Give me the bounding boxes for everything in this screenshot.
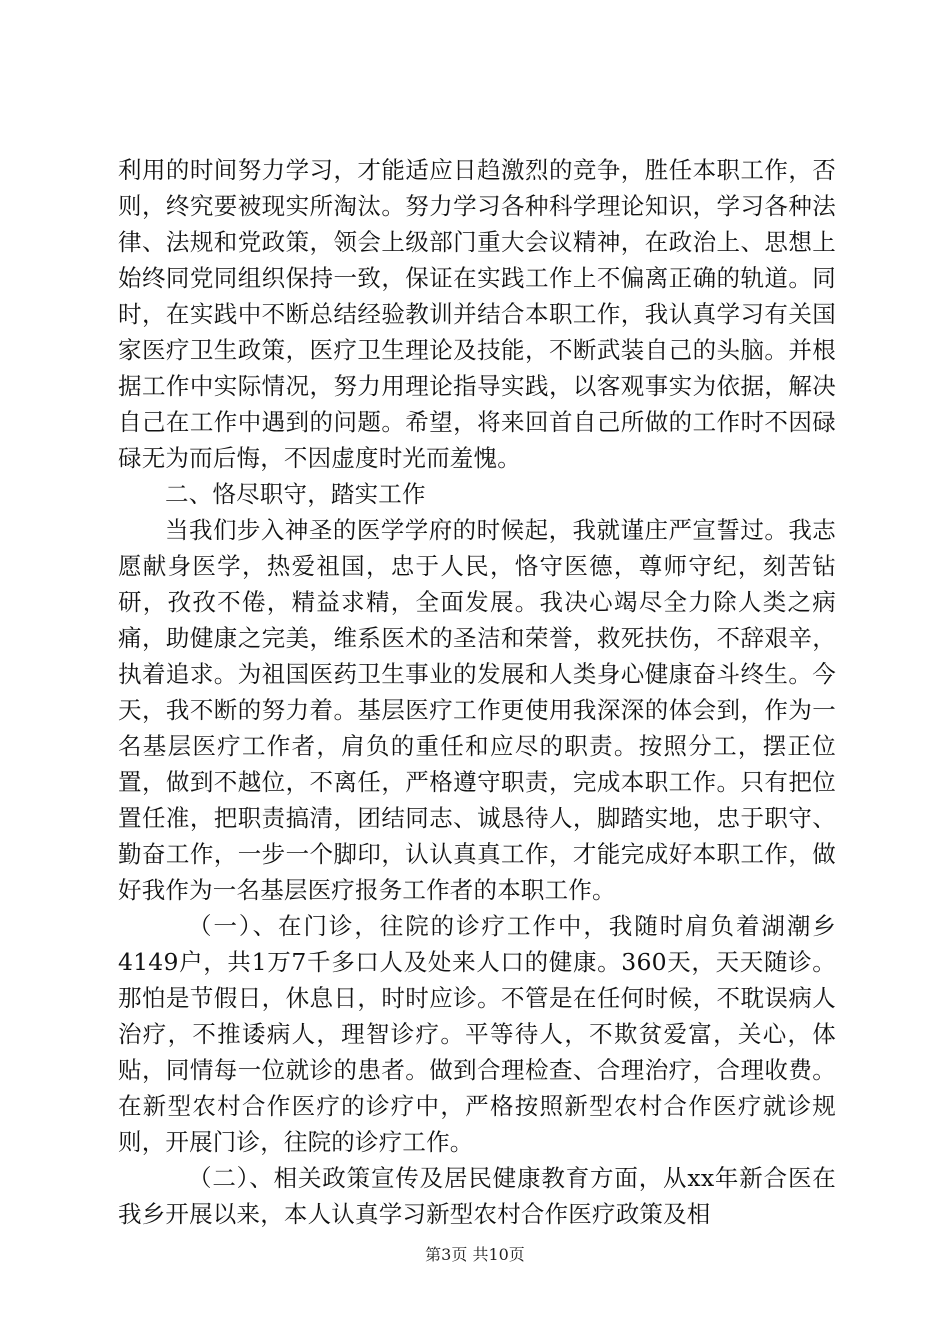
paragraph-study: 利用的时间努力学习，才能适应日趋激烈的竞争，胜任本职工作，否则，终究要被现实所淘汰。努力学习各种科学理论知识，学习各种法律、法规和党政策，领会上级部门重大会议精神，在政治上、思想上始终同党同组织保持一致，保证在实践工作上不偏离正确的轨道。同时，在实践中不断总结经验教训并结合本职工作，我认真学习有关国家医疗卫生政策，医疗卫生理论及技能，不断武装自己的头脑。并根据工作中实际情况，努力用理论指导实践，以客观事实为依据，解决自己在工作中遇到的问题。希望，将来回首自己所做的工作时不因碌碌无为而后悔，不因虚度时光而羞愧。 [118,156,836,472]
paragraph-policy: （二）、相关政策宣传及居民健康教育方面，从xx年新合医在我乡开展以来，本人认真学习新型农村合作医疗政策及相 [118,1164,836,1228]
paragraph-oath: 当我们步入神圣的医学学府的时候起，我就谨庄严宣誓过。我志愿献身医学，热爱祖国，忠于人民，恪守医德，尊师守纪，刻苦钻研，孜孜不倦，精益求精，全面发展。我决心竭尽全力除人类之病痛，助健康之完美，维系医术的圣洁和荣誉，救死扶伤，不辞艰辛，执着追求。为祖国医药卫生事业的发展和人类身心健康奋斗终生。今天，我不断的努力着。基层医疗工作更使用我深深的体会到，作为一名基层医疗工作者，肩负的重任和应尽的职责。按照分工，摆正位置，做到不越位，不离任，严格遵守职责，完成本职工作。只有把位置任准，把职责搞清，团结同志、诚恳待人，脚踏实地，忠于职守、勤奋工作，一步一个脚印，认认真真工作，才能完成好本职工作，做好我作为一名基层医疗报务工作者的本职工作。 [118,516,836,904]
section-heading-duty: 二、恪尽职守，踏实工作 [165,480,426,508]
page-footer: 第3页 共10页 [425,1245,525,1264]
document-body [118,152,836,1232]
paragraph-clinic: （一）、在门诊，往院的诊疗工作中，我随时肩负着湖潮乡4149户，共1万7千多口人及处来人口的健康。360天，天天随诊。那怕是节假日，休息日，时时应诊。不管是在任何时候，不耽误病人治疗，不推诿病人，理智诊疗。平等待人，不欺贫爱富，关心，体贴，同情每一位就诊的患者。做到合理检查、合理治疗，合理收费。在新型农村合作医疗的诊疗中，严格按照新型农村合作医疗就诊规则，开展门诊，往院的诊疗工作。 [118,912,836,1156]
